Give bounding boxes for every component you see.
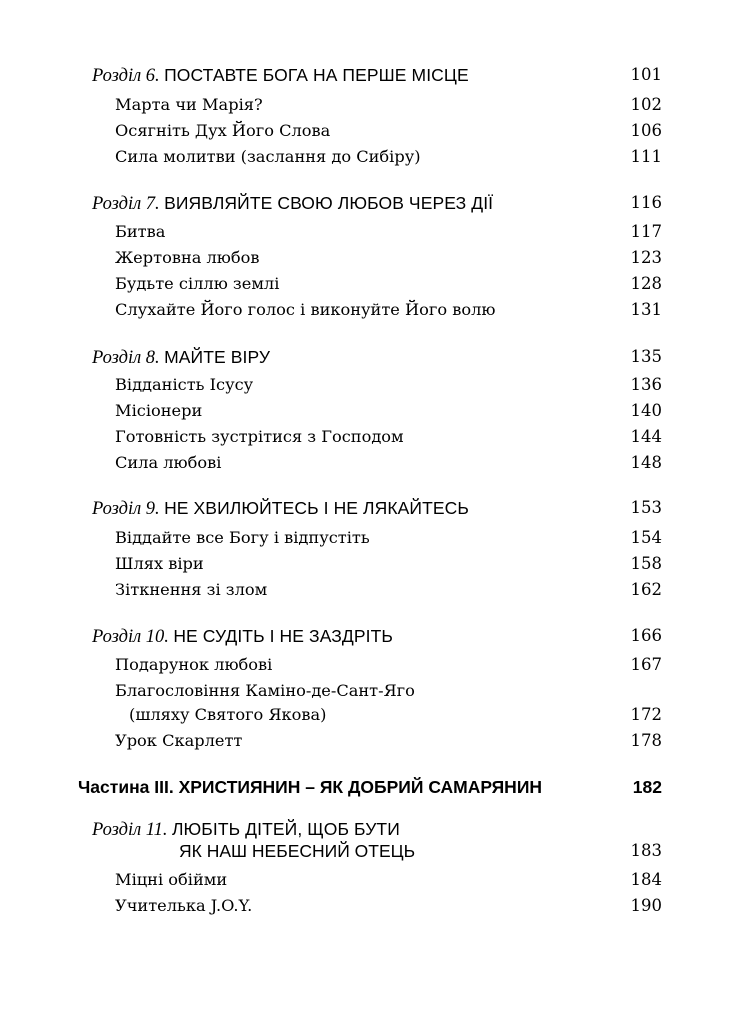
page-number: 167 <box>630 655 662 674</box>
section-title: Учителька J.O.Y. <box>115 896 253 915</box>
page-number: 183 <box>630 841 662 860</box>
page-number: 123 <box>630 248 662 267</box>
toc-section <box>0 424 742 450</box>
section-title: Сила молитви (заслання до Сибіру) <box>115 147 421 166</box>
section-title: Віддайте все Богу і відпустіть <box>115 528 370 547</box>
page-number: 128 <box>630 274 662 293</box>
chapter-title: НЕ ХВИЛЮЙТЕСЬ І НЕ ЛЯКАЙТЕСЬ <box>164 498 469 518</box>
page-number: 111 <box>630 147 662 166</box>
section-title: Будьте сіллю землі <box>115 274 280 293</box>
page-number: 154 <box>630 528 662 547</box>
chapter-title: МАЙТЕ ВІРУ <box>164 347 271 367</box>
toc-section-continuation <box>0 702 742 728</box>
page-number: 158 <box>630 554 662 573</box>
toc-chapter-8 <box>0 344 742 370</box>
section-title: Сила любові <box>115 453 222 472</box>
toc-section <box>0 867 742 893</box>
section-title: Битва <box>115 222 166 241</box>
toc-section <box>0 144 742 170</box>
page-number: 144 <box>630 427 662 446</box>
section-title: Слухайте Його голос і виконуйте Його волю <box>115 300 496 319</box>
toc-section <box>0 245 742 271</box>
part-title: Частина ІІІ. ХРИСТИЯНИН – ЯК ДОБРИЙ САМАРЯНИН <box>78 777 543 797</box>
section-title: Міцні обійми <box>115 870 228 889</box>
toc-chapter-10 <box>0 623 742 649</box>
toc-chapter-11-continuation <box>0 838 742 864</box>
page-number: 140 <box>630 401 662 420</box>
toc-section <box>0 398 742 424</box>
page-number: 116 <box>630 193 662 212</box>
section-title: Зіткнення зі злом <box>115 580 268 599</box>
toc-section <box>0 297 742 323</box>
section-title: Готовність зустрітися з Господом <box>115 427 404 446</box>
toc-part-3 <box>0 774 742 800</box>
chapter-title: ПОСТАВТЕ БОГА НА ПЕРШЕ МІСЦЕ <box>164 65 469 85</box>
section-title: Подарунок любові <box>115 655 273 674</box>
toc-section <box>0 551 742 577</box>
section-title: Шлях віри <box>115 554 204 573</box>
toc-chapter-6 <box>0 62 742 88</box>
page-number: 153 <box>630 498 662 517</box>
section-title: Урок Скарлетт <box>115 731 243 750</box>
chapter-label: Розділ 11. <box>92 820 168 840</box>
toc-section <box>0 678 742 704</box>
chapter-title: ЛЮБІТЬ ДІТЕЙ, ЩОБ БУТИ <box>171 819 400 839</box>
page-number: 106 <box>630 121 662 140</box>
toc-section <box>0 118 742 144</box>
page-number: 148 <box>630 453 662 472</box>
page-number: 102 <box>630 95 662 114</box>
chapter-title: ВИЯВЛЯЙТЕ СВОЮ ЛЮБОВ ЧЕРЕЗ ДІЇ <box>164 193 494 213</box>
section-title: Відданість Ісусу <box>115 375 254 394</box>
section-title: Місіонери <box>115 401 203 420</box>
chapter-label: Розділ 6. <box>92 66 160 86</box>
page-number: 184 <box>630 870 662 889</box>
page-number: 101 <box>630 65 662 84</box>
page-number: 131 <box>630 300 662 319</box>
toc-section <box>0 577 742 603</box>
toc-section <box>0 728 742 754</box>
toc-section <box>0 652 742 678</box>
chapter-label: Розділ 9. <box>92 499 160 519</box>
section-title: Осягніть Дух Його Слова <box>115 121 331 140</box>
section-title-continuation: (шляху Святого Якова) <box>129 705 327 724</box>
page-number: 162 <box>630 580 662 599</box>
chapter-title-continuation: ЯК НАШ НЕБЕСНИЙ ОТЕЦЬ <box>179 841 416 861</box>
page-number: 117 <box>630 222 662 241</box>
page-number: 166 <box>630 626 662 645</box>
section-title: Благословіння Каміно-де-Сант-Яго <box>115 681 415 700</box>
toc-chapter-9 <box>0 495 742 521</box>
toc-section <box>0 271 742 297</box>
toc-section <box>0 219 742 245</box>
chapter-title: НЕ СУДІТЬ І НЕ ЗАЗДРІТЬ <box>173 626 393 646</box>
toc-section <box>0 372 742 398</box>
section-title: Жертовна любов <box>115 248 260 267</box>
chapter-label: Розділ 8. <box>92 348 160 368</box>
page-number: 182 <box>632 777 662 797</box>
toc-section <box>0 92 742 118</box>
page-number: 178 <box>630 731 662 750</box>
toc-section <box>0 450 742 476</box>
toc-section <box>0 893 742 919</box>
page-number: 136 <box>630 375 662 394</box>
toc-section <box>0 525 742 551</box>
page-number: 172 <box>630 705 662 724</box>
page-number: 135 <box>630 347 662 366</box>
chapter-label: Розділ 7. <box>92 194 160 214</box>
section-title: Марта чи Марія? <box>115 95 263 114</box>
chapter-label: Розділ 10. <box>92 627 169 647</box>
page-number: 190 <box>630 896 662 915</box>
toc-chapter-7 <box>0 190 742 216</box>
